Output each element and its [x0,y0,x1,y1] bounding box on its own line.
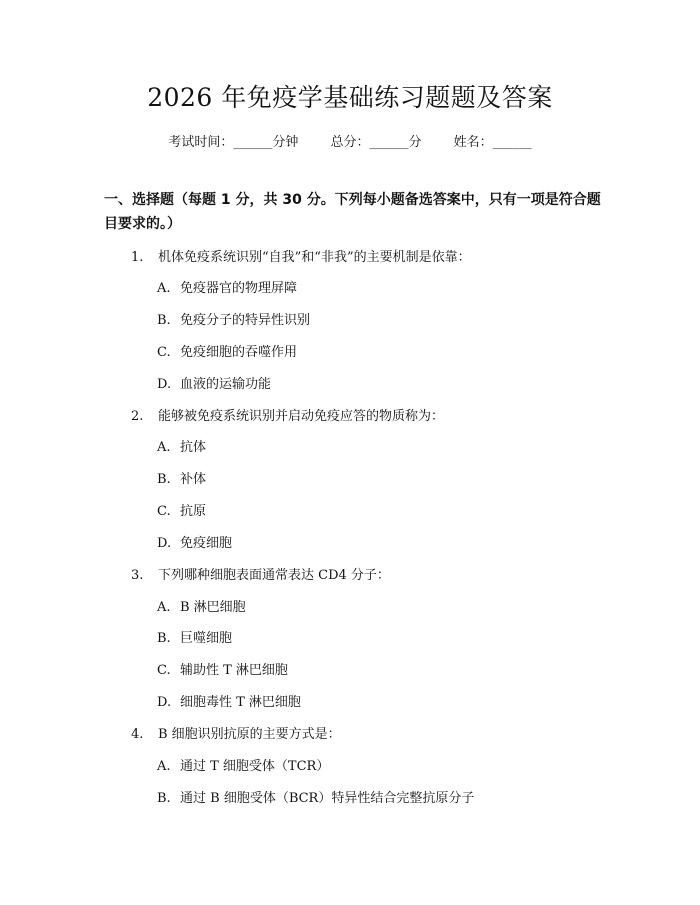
question-text: 能够被免疫系统识别并启动免疫应答的物质称为： [158,409,445,424]
question-3-option-d [157,691,301,710]
option-letter: A. [157,600,171,615]
question-1-option-d [157,373,271,392]
option-letter: B. [157,472,171,487]
option-text: 免疫分子的特异性识别 [180,313,311,328]
option-letter: B. [157,631,171,646]
question-4-option-a [157,755,329,774]
option-text: 血液的运输功能 [180,377,272,392]
question-1-option-a [157,277,297,296]
option-text: B 淋巴细胞 [180,600,246,615]
option-letter: A. [157,440,171,455]
option-text: 免疫细胞 [180,536,233,551]
option-letter: B. [157,791,171,806]
document-title: 2026 年免疫学基础练习题题及答案 [147,83,553,112]
option-text: 巨噬细胞 [180,631,233,646]
option-text: 细胞毒性 T 淋巴细胞 [180,695,301,710]
option-letter: C. [157,345,171,360]
exam-meta [0,131,700,150]
option-text: 补体 [180,472,207,487]
option-letter: A. [157,281,171,296]
question-3-option-b [157,627,232,646]
question-2-option-c [157,500,206,519]
question-number: 3. [131,568,144,583]
option-letter: A. [157,759,171,774]
question-text: 下列哪种细胞表面通常表达 CD4 分子： [158,568,390,583]
question-4 [131,723,341,742]
question-text: B 细胞识别抗原的主要方式是： [158,727,341,742]
question-number: 1. [131,250,144,265]
question-3 [131,564,390,583]
option-letter: B. [157,313,171,328]
option-text: 免疫器官的物理屏障 [180,281,298,296]
question-3-option-c [157,659,288,678]
question-3-option-a [157,596,246,615]
option-text: 通过 T 细胞受体（TCR） [180,759,330,774]
question-number: 4. [131,727,144,742]
question-2-option-a [157,436,206,455]
option-text: 免疫细胞的吞噬作用 [180,345,298,360]
question-2-option-b [157,468,206,487]
question-2-option-d [157,532,232,551]
option-letter: D. [157,377,172,392]
option-text: 抗体 [180,440,207,455]
question-2 [131,405,444,424]
option-letter: D. [157,695,172,710]
option-text: 辅助性 T 淋巴细胞 [180,663,288,678]
question-1-option-b [157,309,310,328]
exam-time: 考试时间：______分钟 [168,135,299,150]
option-letter: C. [157,663,171,678]
question-number: 2. [131,409,144,424]
option-text: 抗原 [180,504,207,519]
option-text: 通过 B 细胞受体（BCR）特异性结合完整抗原分子 [180,791,475,806]
section-heading: 一、选择题（每题 1 分，共 30 分。下列每小题备选答案中，只有一项是符合题目要求的。） [104,192,601,232]
total-score: 总分：______分 [330,135,422,150]
question-1 [131,246,471,265]
question-4-option-b [157,787,474,806]
question-text: 机体免疫系统识别“自我”和“非我”的主要机制是依靠： [158,250,471,265]
student-name: 姓名：______ [453,135,532,150]
question-1-option-c [157,341,297,360]
option-letter: C. [157,504,171,519]
option-letter: D. [157,536,172,551]
